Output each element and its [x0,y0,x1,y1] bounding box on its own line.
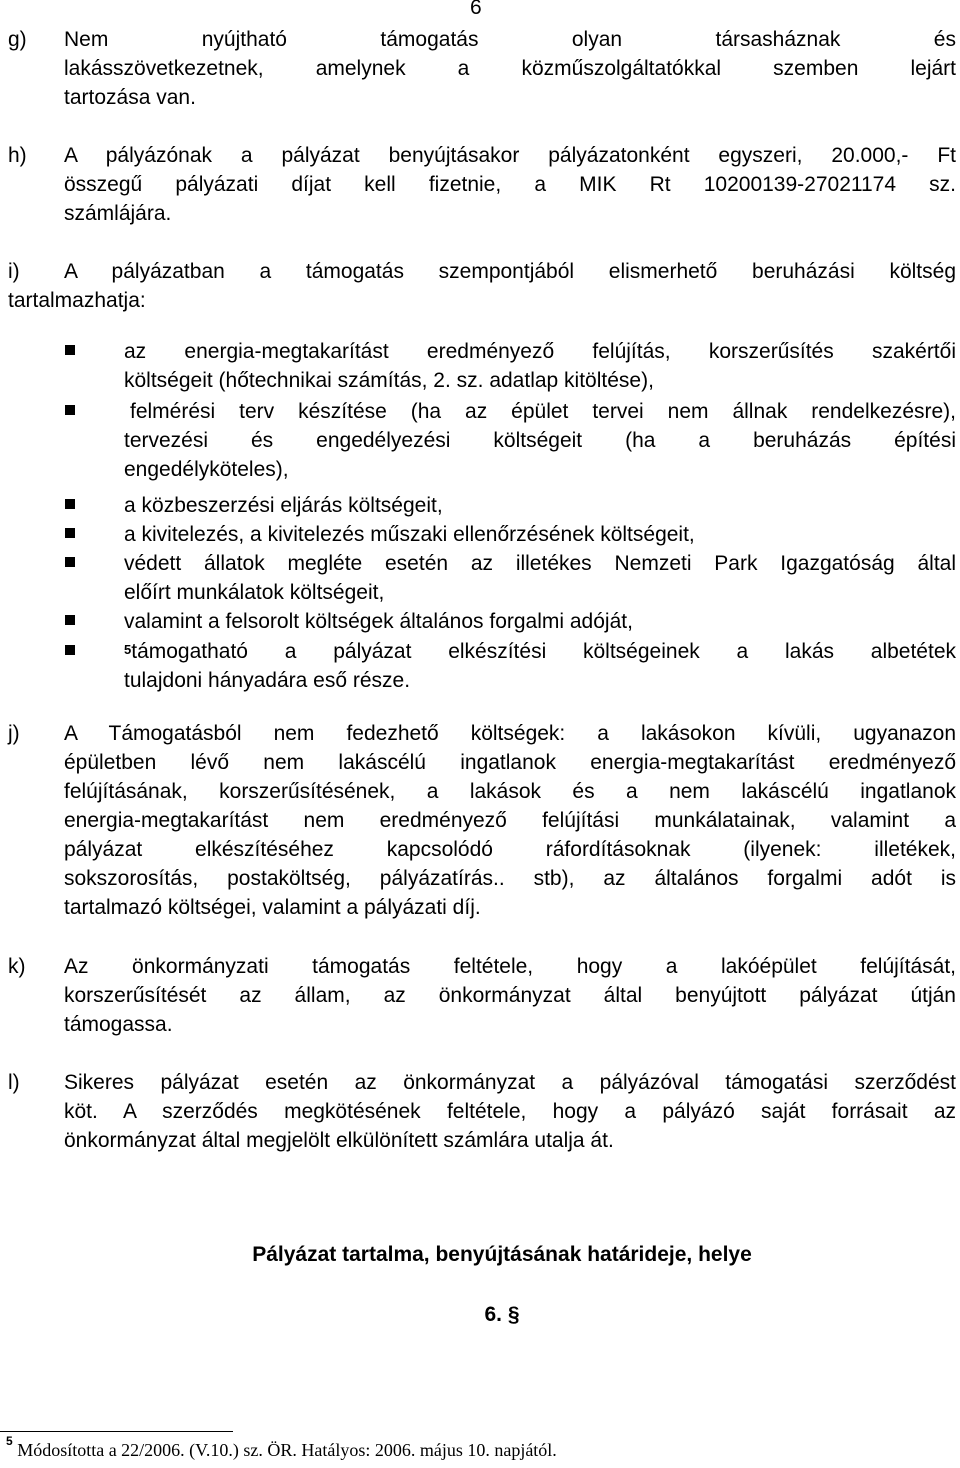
text-line: pályázat elkészítéséhez kapcsolódó ráfordításoknak (ilyenek: illetékek, [64,838,956,861]
square-bullet-icon [65,645,75,655]
text-line: köt. A szerződés megkötésének feltétele, hogy a pályázó saját forrásait az [64,1100,956,1123]
text-line: a közbeszerzési eljárás költségeit, [124,494,443,517]
square-bullet-icon [65,528,75,538]
text-line: önkormányzat által megjelölt elkülönített számlára utalja át. [64,1129,614,1152]
square-bullet-icon [65,557,75,567]
text-line: tartalmazó költségei, valamint a pályázati díj. [64,896,481,919]
text-line: épületben lévő nem lakáscélú ingatlanok energia-megtakarítást eredményező [64,751,956,774]
text-line: energia-megtakarítást nem eredményező felújítási munkálatainak, valamint a [64,809,956,832]
text-span: támogatható a pályázat elkészítési költségeinek a lakás albetétek [131,640,956,663]
text-line: tervezési és engedélyezési költségeit (ha a beruházás építési [124,429,956,452]
item-text [64,719,956,922]
bullet-text [124,520,956,549]
bullet-text [124,549,956,607]
bullet-text [124,426,956,484]
item-label: g) [8,28,27,51]
item-text [64,1068,956,1155]
text-line: felújításának, korszerűsítésének, a lakások és a nem lakáscélú ingatlanok [64,780,956,803]
square-bullet-icon [65,615,75,625]
footnote-ref: 5 [124,642,132,657]
bullet-text [124,491,956,520]
page-number: 6 [470,0,482,19]
footnote-number: 5 [6,1434,13,1448]
text-line [124,637,956,666]
section-heading: Pályázat tartalma, benyújtásának határideje, helye [252,1243,752,1266]
text-line: lakásszövetkezetnek, amelynek a közműszolgáltatókkal szemben lejárt [64,57,956,80]
text-line: előírt munkálatok költségeit, [124,581,385,604]
text-line: védett állatok megléte esetén az illetékes Nemzeti Park Igazgatóság által [124,552,956,575]
text-line: korszerűsítését az állam, az önkormányzat által benyújtott pályázat útján [64,984,956,1007]
item-text [64,952,956,1039]
text-line: sokszorosítás, postaköltség, pályázatírás.. stb), az általános forgalmi adót is [64,867,956,890]
section-mark: § [507,1303,520,1326]
text-line: a kivitelezés, a kivitelezés műszaki ellenőrzésének költségeit, [124,523,695,546]
square-bullet-icon [65,405,75,415]
bullet-text [124,397,956,426]
text-line: Nem nyújtható támogatás olyan társasháznak és [64,28,956,51]
section-number [0,1303,960,1327]
item-label: h) [8,144,27,167]
text-line: valamint a felsorolt költségek általános forgalmi adóját, [124,610,633,633]
text-line: költségeit (hőtechnikai számítás, 2. sz. adatlap kitöltése), [124,369,654,392]
square-bullet-icon [65,345,75,355]
footnote-text: Módosította a 22/2006. (V.10.) sz. ÖR. Hatályos: 2006. május 10. napjától. [17,1440,557,1460]
item-text [64,257,956,286]
footnote [6,1434,557,1461]
item-label: k) [8,955,26,978]
text-line: Sikeres pályázat esetén az önkormányzat a pályázóval támogatási szerződést [64,1071,956,1094]
text-line: az energia-megtakarítást eredményező felújítás, korszerűsítés szakértői [124,340,956,363]
bullet-text [124,337,956,395]
item-text [64,25,956,112]
text-line: felmérési terv készítése (ha az épület tervei nem állnak rendelkezésre), [130,400,956,423]
text-line: engedélyköteles), [124,458,289,481]
section-number-text: 6. [484,1303,502,1326]
text-line: összegű pályázati díjat kell fizetnie, a MIK Rt 10200139-27021174 sz. [64,173,956,196]
text-line: támogassa. [64,1013,173,1036]
text-line: tulajdoni hányadára eső része. [124,669,411,692]
footnote-divider [0,1431,233,1432]
text-line: Az önkormányzati támogatás feltétele, hogy a lakóépület felújítását, [64,955,956,978]
item-label: i) [8,260,20,283]
item-label: j) [8,722,20,745]
text-line: tartozása van. [64,86,196,109]
text-line: A Támogatásból nem fedezhető költségek: a lakásokon kívüli, ugyanazon [64,722,956,745]
bullet-text [124,637,956,695]
text-line: számlájára. [64,202,172,225]
bullet-text [124,607,956,636]
square-bullet-icon [65,499,75,509]
text-line: A pályázónak a pályázat benyújtásakor pályázatonként egyszeri, 20.000,- Ft [64,144,956,167]
item-label: l) [8,1071,20,1094]
text-line: A pályázatban a támogatás szempontjából elismerhető beruházási költség [64,260,956,283]
item-text [64,141,956,228]
item-continuation: tartalmazhatja: [8,289,146,312]
